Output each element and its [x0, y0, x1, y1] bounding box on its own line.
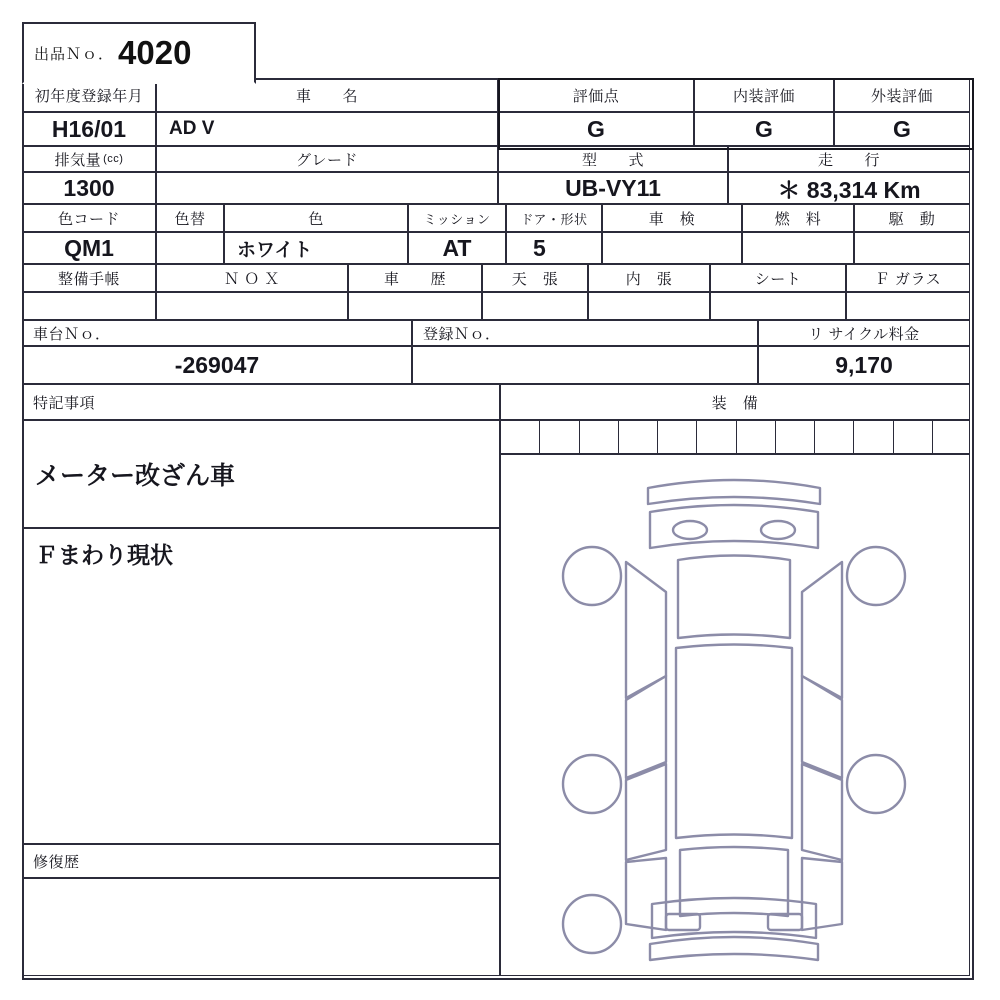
interior-grade-label-cell — [694, 78, 834, 112]
inspection-value — [603, 233, 741, 263]
equipment-cell[interactable] — [540, 421, 579, 455]
color-code-value: QM1 — [64, 234, 114, 261]
displacement-unit: (cc) — [103, 153, 124, 165]
equipment-cell[interactable] — [933, 421, 971, 455]
displacement-label-text: 排気量 — [54, 151, 102, 169]
chassis-number-value-cell — [22, 346, 412, 384]
equipment-cell[interactable] — [894, 421, 933, 455]
door-front-right — [802, 676, 842, 778]
maintenance-book-label: 整備手帳 — [57, 270, 120, 288]
type-label-cell — [498, 146, 728, 172]
trunk — [680, 847, 788, 916]
rear-panel — [652, 898, 816, 938]
quarter-panel-left — [626, 858, 666, 930]
chassis-number-label: 車台Ｎｏ． — [33, 325, 111, 343]
registration-number-label-cell — [412, 320, 758, 346]
door-rear-left — [626, 764, 666, 860]
seat-label-cell — [710, 264, 846, 292]
first-registration-label: 初年度登録年月 — [34, 87, 144, 105]
notes-line2: Ｆまわり現状 — [35, 542, 173, 568]
headlight-left — [673, 521, 707, 539]
seat-label: シート — [754, 270, 802, 288]
recycle-fee-label: リ サイクル料金 — [808, 325, 920, 343]
grade-point-value: G — [587, 115, 605, 142]
roof-label-cell — [482, 264, 588, 292]
fuel-value — [743, 233, 853, 263]
door-rear-right — [802, 764, 842, 860]
mission-label-cell — [408, 204, 506, 232]
notes-line2-cell — [22, 528, 500, 844]
equipment-cell[interactable] — [697, 421, 736, 455]
vehicle-damage-diagram — [500, 452, 968, 974]
mission-label: ミッション — [423, 211, 491, 227]
grade-label-cell — [156, 146, 498, 172]
seat-value-cell — [710, 292, 846, 320]
registration-number-label: 登録Ｎｏ． — [423, 325, 501, 343]
equipment-cell[interactable] — [815, 421, 854, 455]
first-registration-value: H16/01 — [51, 115, 127, 142]
displacement-value: 1300 — [63, 174, 115, 201]
color-code-label: 色コード — [57, 210, 120, 228]
equipment-label: 装 備 — [711, 394, 759, 412]
interior-grade-value-cell — [694, 112, 834, 146]
equipment-cells-row — [500, 420, 970, 454]
history-label-cell — [348, 264, 482, 292]
repair-history-label: 修復歴 — [33, 853, 80, 871]
equipment-cells-inner — [501, 421, 971, 455]
roof-label: 天 張 — [511, 270, 559, 288]
model-name-value: AD V — [169, 118, 215, 139]
grade-point-label: 評価点 — [572, 87, 620, 105]
type-label: 型 式 — [581, 151, 644, 169]
history-value — [349, 293, 481, 319]
roof-value — [483, 293, 587, 319]
recycle-fee-value: 9,170 — [835, 351, 893, 378]
chassis-number-value: -269047 — [174, 351, 260, 378]
notes-label: 特記事項 — [33, 394, 96, 412]
wheel-front-left — [563, 547, 621, 605]
notes-line1-cell — [22, 420, 500, 528]
seat-value — [711, 293, 845, 319]
chassis-number-label-cell — [22, 320, 412, 346]
mileage-label: 走 行 — [817, 151, 880, 169]
color-change-label-cell — [156, 204, 224, 232]
repair-history-label-cell — [22, 844, 500, 878]
history-value-cell — [348, 292, 482, 320]
equipment-cell[interactable] — [580, 421, 619, 455]
roof-value-cell — [482, 292, 588, 320]
model-name-label: 車 名 — [295, 87, 358, 105]
exterior-grade-value: G — [893, 115, 911, 142]
history-label: 車 歴 — [383, 270, 446, 288]
wheel-rear-right — [847, 755, 905, 813]
grade-point-label-cell — [498, 78, 694, 112]
lining-value — [589, 293, 709, 319]
equipment-cell[interactable] — [619, 421, 658, 455]
drive-label-cell — [854, 204, 970, 232]
nox-label-cell — [156, 264, 348, 292]
color-change-value-cell — [156, 232, 224, 264]
front-glass-label: Ｆ ガラス — [874, 270, 942, 288]
recycle-fee-value-cell — [758, 346, 970, 384]
grade-value-cell — [156, 172, 498, 204]
mileage-value-cell — [728, 172, 970, 204]
exterior-grade-label: 外装評価 — [870, 87, 933, 105]
notes-line1: メーター改ざん車 — [35, 462, 236, 490]
lot-number-value: 4020 — [118, 34, 192, 71]
registration-number-value-cell — [412, 346, 758, 384]
equipment-cell[interactable] — [737, 421, 776, 455]
front-glass-value — [847, 293, 969, 319]
registration-number-value — [413, 347, 757, 383]
model-name-value-cell — [156, 112, 498, 146]
maintenance-book-value-cell — [22, 292, 156, 320]
rear-bumper — [650, 937, 818, 960]
fuel-value-cell — [742, 232, 854, 264]
fuel-label: 燃 料 — [774, 210, 822, 228]
nox-label: Ｎ Ｏ Ｘ — [224, 270, 280, 288]
front-glass-value-cell — [846, 292, 970, 320]
mission-value: AT — [442, 234, 472, 261]
repair-history-value — [23, 879, 511, 975]
fender-front-left — [626, 562, 666, 698]
type-value: UB-VY11 — [565, 174, 661, 201]
color-change-label: 色替 — [174, 210, 206, 228]
grade-point-value-cell — [498, 112, 694, 146]
front-glass-label-cell — [846, 264, 970, 292]
color-change-value — [157, 233, 223, 263]
drive-value — [855, 233, 969, 263]
exterior-grade-label-cell — [834, 78, 970, 112]
equipment-label-cell — [500, 384, 970, 420]
hood — [678, 556, 790, 639]
mileage-label-cell — [728, 146, 970, 172]
type-value-cell — [498, 172, 728, 204]
lot-number-label: 出品Ｎｏ． — [34, 45, 115, 63]
color-code-label-cell — [22, 204, 156, 232]
color-value: ホワイト — [237, 239, 313, 261]
color-label: 色 — [308, 210, 324, 228]
maintenance-book-label-cell — [22, 264, 156, 292]
lining-value-cell — [588, 292, 710, 320]
repair-history-value-cell — [22, 878, 500, 976]
inspection-value-cell — [602, 232, 742, 264]
mileage-value: ＊ 83,314 Km — [777, 176, 921, 203]
interior-grade-value: G — [755, 115, 773, 142]
doors-label-cell — [506, 204, 602, 232]
fuel-label-cell — [742, 204, 854, 232]
front-bumper — [648, 480, 820, 504]
lining-label: 内 張 — [625, 270, 673, 288]
fender-front-right — [802, 562, 842, 698]
color-code-value-cell — [22, 232, 156, 264]
maintenance-book-value — [23, 293, 155, 319]
drive-value-cell — [854, 232, 970, 264]
recycle-fee-label-cell — [758, 320, 970, 346]
equipment-cell[interactable] — [776, 421, 815, 455]
color-value-cell — [224, 232, 408, 264]
lot-number-box — [22, 22, 256, 84]
doors-value: 5 — [533, 234, 546, 261]
interior-grade-label: 内装評価 — [732, 87, 795, 105]
exterior-grade-value-cell — [834, 112, 970, 146]
drive-label: 駆 動 — [888, 210, 936, 228]
quarter-panel-right — [802, 858, 842, 930]
inspection-label-cell — [602, 204, 742, 232]
grade-value — [157, 173, 509, 203]
roof — [676, 645, 792, 839]
equipment-cell[interactable] — [854, 421, 893, 455]
wheel-front-right — [847, 547, 905, 605]
displacement-value-cell — [22, 172, 156, 204]
doors-label: ドア・形状 — [520, 211, 588, 227]
nox-value-cell — [156, 292, 348, 320]
color-label-cell — [224, 204, 408, 232]
lining-label-cell — [588, 264, 710, 292]
displacement-label — [23, 147, 155, 171]
nox-value — [157, 293, 347, 319]
headlight-right — [761, 521, 795, 539]
first-registration-value-cell — [22, 112, 156, 146]
equipment-cell[interactable] — [658, 421, 697, 455]
door-front-left — [626, 676, 666, 778]
mission-value-cell — [408, 232, 506, 264]
displacement-label-cell — [22, 146, 156, 172]
notes-label-cell — [22, 384, 500, 420]
doors-value-cell — [506, 232, 602, 264]
inspection-label: 車 検 — [648, 210, 696, 228]
grade-label: グレード — [295, 151, 358, 169]
